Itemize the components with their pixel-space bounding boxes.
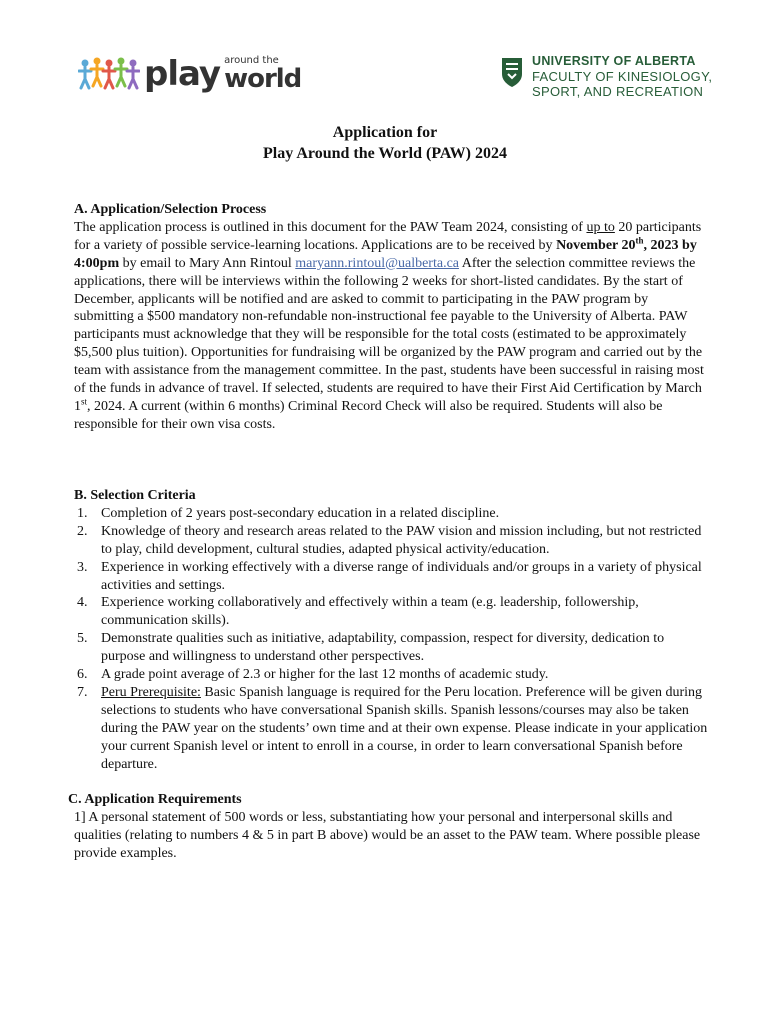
list-item: 6. A grade point average of 2.3 or higher for the last 12 months of academic study. xyxy=(77,667,549,683)
list-item: 1. Completion of 2 years post-secondary education in a related discipline. xyxy=(77,505,500,521)
ua-faculty-line2: SPORT, AND RECREATION xyxy=(532,84,704,99)
ua-logo xyxy=(500,54,712,99)
up-to-underlined: up to xyxy=(586,219,615,235)
people-figures-icon xyxy=(78,54,140,94)
logo-word-around: around the xyxy=(224,55,279,66)
section-a-heading: A. Application/Selection Process xyxy=(74,202,267,217)
deadline-date: November 20th, 2023 by 4:00pm xyxy=(74,235,697,271)
section-b-heading: B. Selection Criteria xyxy=(74,488,196,503)
email-link[interactable]: maryann.rintoul@ualberta.ca xyxy=(295,255,459,271)
list-item: 4. Experience working collaboratively and effectively within a team (e.g. leadership, followership, communication skills). xyxy=(77,595,639,629)
list-item: 3. Experience in working effectively with a diverse range of individuals and/or groups in a variety of physical activities and settings. xyxy=(77,559,702,593)
section-a-paragraph: The application process is outlined in this document for the PAW Team 2024, consisting of up to 20 participants for a variety of possible service-learning locations. Applications are to be received by November 20th, 2023 by 4:00pm by email to Mary Ann Rintoul maryann.rintoul@ualberta.ca After the selection committee reviews the applications, there will be interviews within the following 2 weeks for short-listed candidates. By the start of December, applicants will be notified and are asked to commit to participating in the PAW program by submitting a $500 mandatory non-refundable non-instructional fee payable to the University of Alberta. PAW participants must acknowledge that they will be responsible for the total costs (estimated to be approximately $5,500 plus tuition). Opportunities for fundraising will be organized by the PAW program and carried out by the team with assistance from the management committee. In the past, students have been successful in raising most of the funds in advance of travel. If selected, students are required to have their First Aid Certification by March 1st, 2024. A current (within 6 months) Criminal Record Check will also be required. Students will also be responsible for their own visa costs. xyxy=(74,219,704,432)
document-title-line1: Application for xyxy=(332,124,438,141)
ua-faculty-line1: FACULTY OF KINESIOLOGY, xyxy=(532,69,713,84)
ua-shield-icon xyxy=(500,56,524,88)
section-c xyxy=(68,791,702,863)
list-item: 5. Demonstrate qualities such as initiative, adaptability, compassion, respect for diversity, dedication to purpose and willingness to understand other perspectives. xyxy=(77,631,665,665)
list-item-peru-prerequisite: 7. Peru Prerequisite: Basic Spanish language is required for the Peru location. Preference will be given during selections to students who have conversational Spanish skills. Spanish lessons/courses may also be taken during the PAW year on the students’ own time and at their own expense. Please indicate in your application your current Spanish level or intent to enroll in a course, in order to learn conversational Spanish before departure. xyxy=(77,684,708,772)
section-b xyxy=(74,487,708,774)
logo-word-play: play xyxy=(144,54,221,94)
section-a xyxy=(74,201,708,434)
document-title-line2: Play Around the World (PAW) 2024 xyxy=(262,145,508,162)
peru-prerequisite-label: Peru Prerequisite: xyxy=(101,684,201,700)
section-c-heading: C. Application Requirements xyxy=(68,792,242,807)
selection-criteria-list xyxy=(74,505,708,774)
list-item: 2. Knowledge of theory and research areas related to the PAW vision and mission including, but not restricted to play, child development, cultural studies, adapted physical activity/education. xyxy=(77,523,702,557)
logo-word-world: world xyxy=(224,64,302,94)
ua-university-name: UNIVERSITY OF ALBERTA xyxy=(532,54,696,68)
paw-logo xyxy=(78,52,304,96)
section-c-body: 1] A personal statement of 500 words or less, substantiating how your personal and interpersonal skills and qualities (relating to numbers 4 & 5 in part B above) would be an asset to the PAW team. Where possible please provide examples. xyxy=(74,809,701,861)
